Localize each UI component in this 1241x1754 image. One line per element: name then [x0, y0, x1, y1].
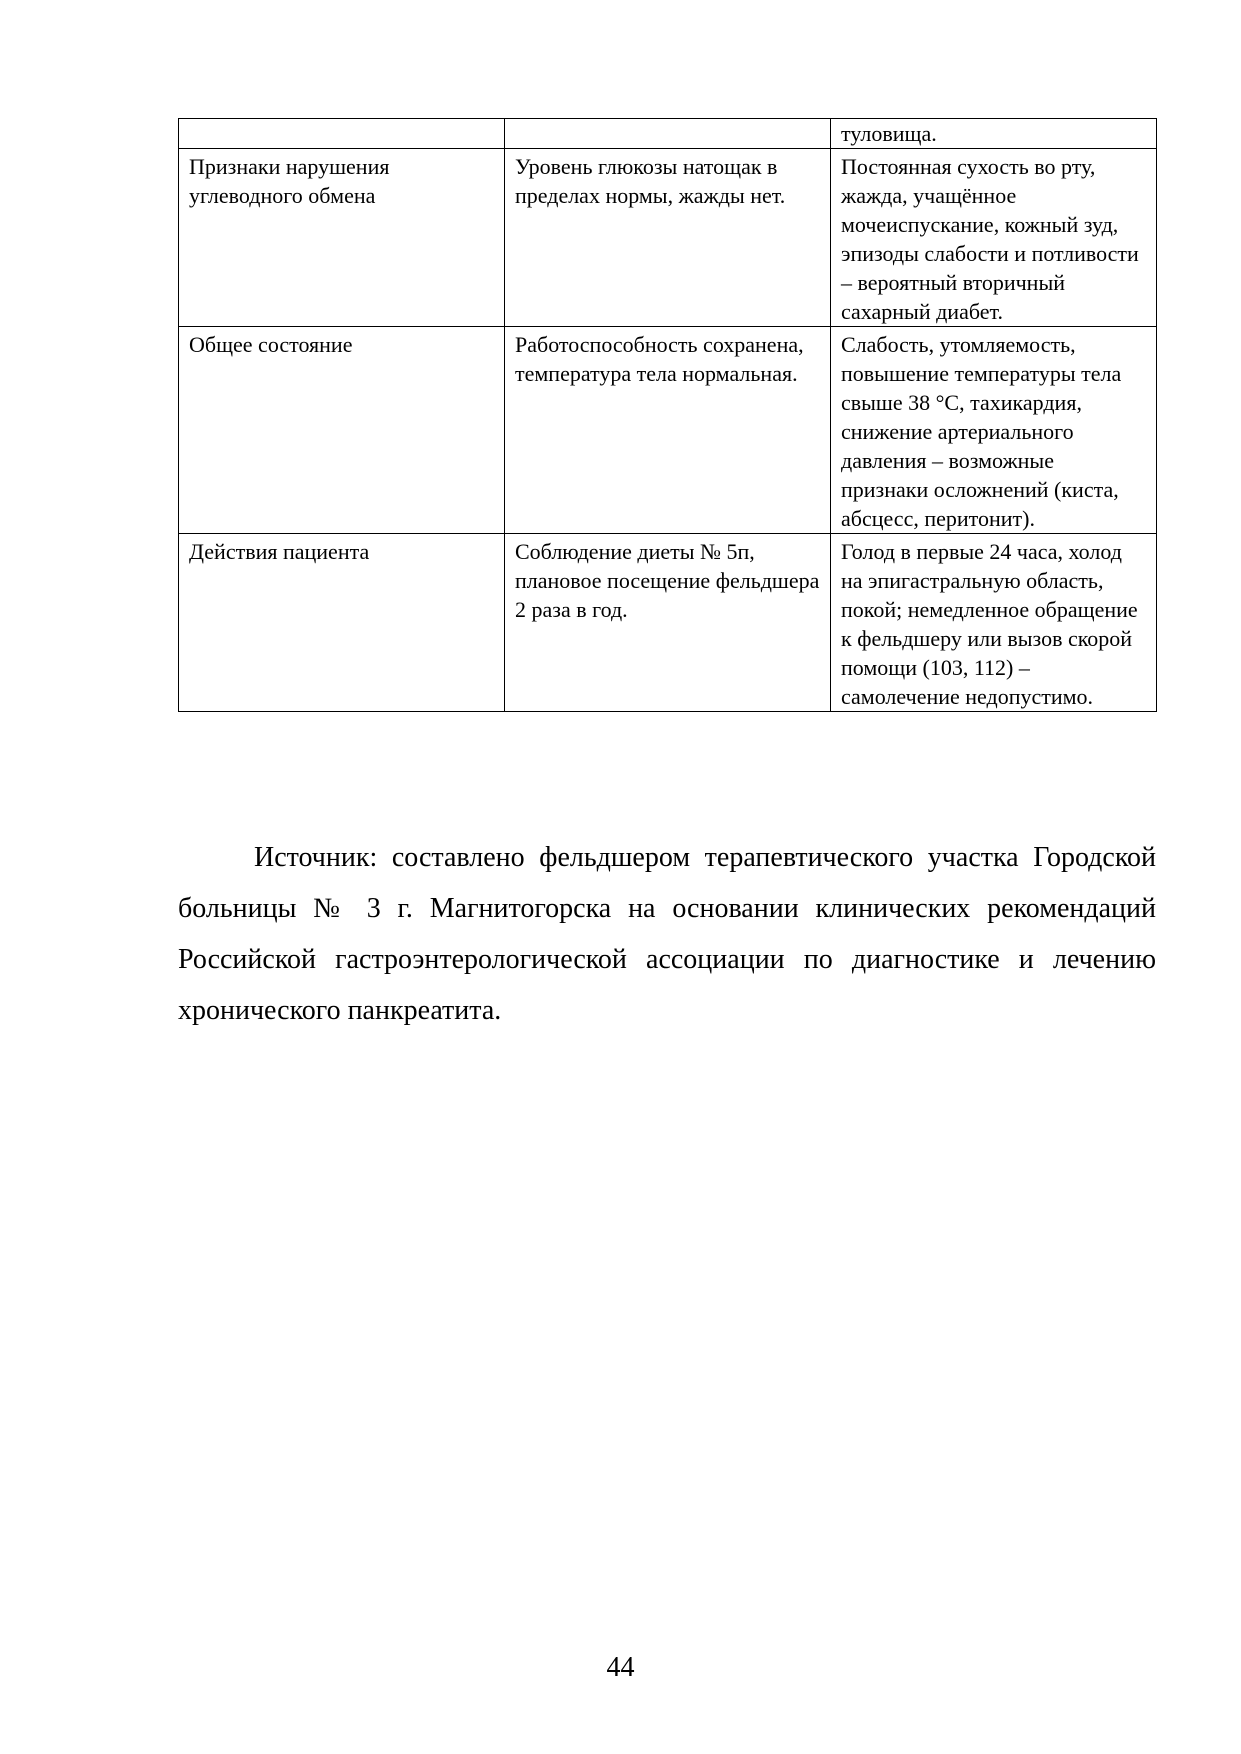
comparison-table — [178, 118, 1157, 712]
table-cell: Постоянная сухость во рту, жажда, учащённое мочеиспускание, кожный зуд, эпизоды слабости и потливости – вероятный вторичный сахарный диабет. — [831, 149, 1157, 327]
table-cell — [179, 119, 505, 149]
table-row — [179, 119, 1157, 149]
table-cell: Работоспособность сохранена, температура тела нормальная. — [505, 327, 831, 534]
page-number: 44 — [606, 1652, 635, 1683]
table-row — [179, 149, 1157, 327]
table-cell: Голод в первые 24 часа, холод на эпигастральную область, покой; немедленное обращение к фельдшеру или вызов скорой помощи (103, 112) – самолечение недопустимо. — [831, 534, 1157, 712]
table-cell: Уровень глюкозы натощак в пределах нормы, жажды нет. — [505, 149, 831, 327]
table-row — [179, 534, 1157, 712]
table-cell: Признаки нарушения углеводного обмена — [179, 149, 505, 327]
table-row — [179, 327, 1157, 534]
table-cell: Общее состояние — [179, 327, 505, 534]
table-cell: Слабость, утомляемость, повышение температуры тела свыше 38 °С, тахикардия, снижение артериального давления – возможные признаки осложнений (киста, абсцесс, перитонит). — [831, 327, 1157, 534]
table-cell — [505, 119, 831, 149]
table-cell: туловища. — [831, 119, 1157, 149]
table-cell: Действия пациента — [179, 534, 505, 712]
table-cell: Соблюдение диеты № 5п, плановое посещение фельдшера 2 раза в год. — [505, 534, 831, 712]
source-note-paragraph: Источник: составлено фельдшером терапевтического участка Городской больницы № 3 г. Магнитогорска на основании клинических рекомендаций Российской гастроэнтерологической ассоциации по диагностике и лечению хронического панкреатита. — [178, 842, 1156, 1026]
